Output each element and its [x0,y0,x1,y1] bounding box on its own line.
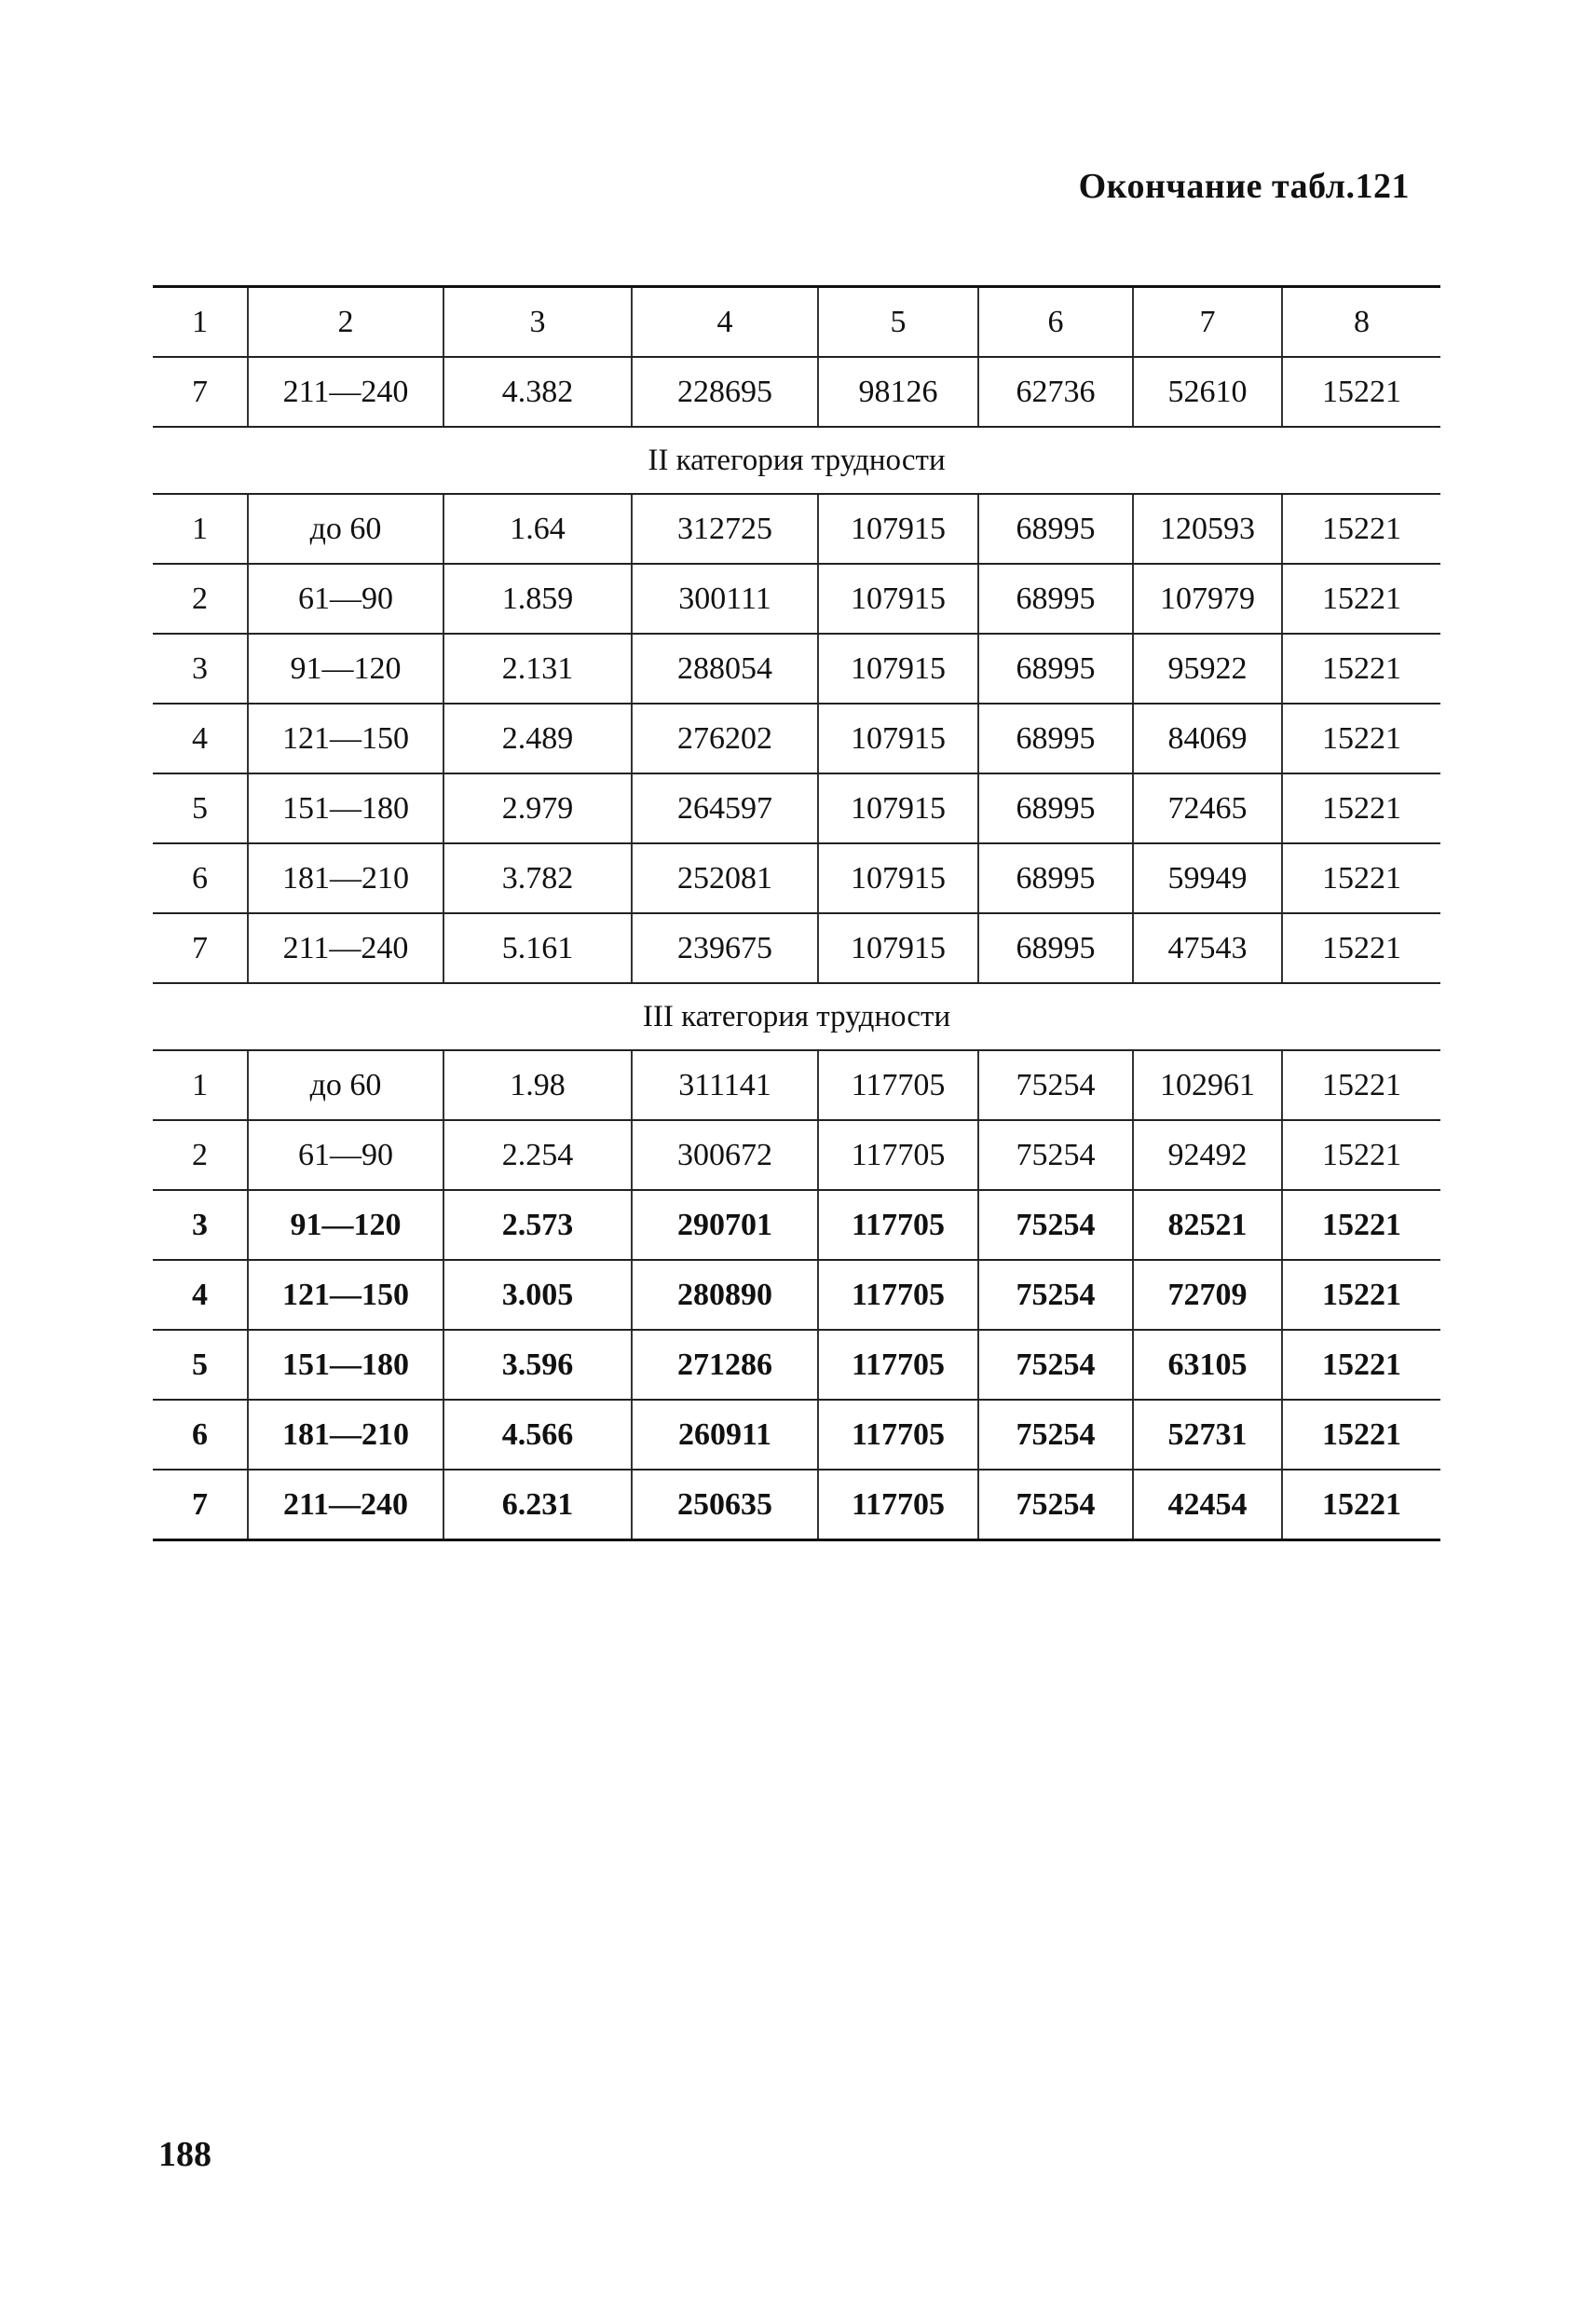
table-row [153,1260,1440,1330]
table-cell: 72709 [1133,1260,1282,1330]
table-cell: 3 [153,1190,248,1260]
table-cell: 82521 [1133,1190,1282,1260]
column-number-cell: 4 [632,287,818,358]
table-cell: 75254 [978,1400,1133,1470]
table-cell: 107915 [818,634,978,704]
table-cell: 68995 [978,494,1133,564]
table-cell: 1.98 [443,1050,632,1120]
table-cell: 264597 [632,773,818,843]
table-cell: 211—240 [248,1470,443,1540]
table-cell: 4 [153,704,248,773]
table-row [153,1330,1440,1400]
table-cell: до 60 [248,494,443,564]
table-row [153,1120,1440,1190]
table-cell: 52610 [1133,357,1282,427]
table-cell: 107915 [818,843,978,913]
table-cell: 211—240 [248,913,443,983]
table-cell: 280890 [632,1260,818,1330]
table-cell: 151—180 [248,773,443,843]
table-cell: 107979 [1133,564,1282,634]
table-cell: 117705 [818,1050,978,1120]
table-cell: 7 [153,913,248,983]
table-cell: 68995 [978,913,1133,983]
column-number-cell: 1 [153,287,248,358]
table-cell: 15221 [1282,564,1440,634]
table-cell: 4.566 [443,1400,632,1470]
table-cell: 61—90 [248,1120,443,1190]
table-row [153,357,1440,427]
table-row [153,773,1440,843]
section-title-row [153,427,1440,494]
table-cell: 2 [153,1120,248,1190]
table-cell: 107915 [818,913,978,983]
table-cell: 252081 [632,843,818,913]
table-cell: 5 [153,1330,248,1400]
table-cell: 1 [153,494,248,564]
table-cell: 2 [153,564,248,634]
table-cell: 61—90 [248,564,443,634]
table-row [153,564,1440,634]
table-cell: 300111 [632,564,818,634]
table-row [153,1470,1440,1540]
table-cell: 15221 [1282,1050,1440,1120]
column-number-cell: 5 [818,287,978,358]
section-2-block [153,427,1440,983]
table-cell: 72465 [1133,773,1282,843]
table-cell: 1 [153,1050,248,1120]
table-cell: 4 [153,1260,248,1330]
table-cell: 6.231 [443,1470,632,1540]
table-cell: 121—150 [248,1260,443,1330]
table-cell: 15221 [1282,357,1440,427]
table-cell: 121—150 [248,704,443,773]
table-cell: 3 [153,634,248,704]
header-row [153,287,1440,358]
table-cell: 5.161 [443,913,632,983]
table-cell: 211—240 [248,357,443,427]
data-table [153,285,1440,1541]
section-3-block [153,983,1440,1540]
table-cell: 250635 [632,1470,818,1540]
column-number-cell: 3 [443,287,632,358]
table-cell: 6 [153,843,248,913]
table-cell: 1.859 [443,564,632,634]
table-cell: 312725 [632,494,818,564]
table-cell: 290701 [632,1190,818,1260]
table-cell: 91—120 [248,634,443,704]
table-cell: 5 [153,773,248,843]
table-cell: 42454 [1133,1470,1282,1540]
section-title-row [153,983,1440,1050]
table-row [153,843,1440,913]
table-cell: 15221 [1282,1120,1440,1190]
table-cell: 260911 [632,1400,818,1470]
section-title: II категория трудности [153,427,1440,494]
table-cell: 117705 [818,1470,978,1540]
table-cell: 68995 [978,704,1133,773]
table-cell: 15221 [1282,1400,1440,1470]
table-cell: 117705 [818,1400,978,1470]
table-cell: 75254 [978,1050,1133,1120]
table-cell: 98126 [818,357,978,427]
table-cell: 3.596 [443,1330,632,1400]
table-cell: 102961 [1133,1050,1282,1120]
table-cell: 276202 [632,704,818,773]
table-cell: 15221 [1282,1190,1440,1260]
table-row [153,913,1440,983]
table-cell: 2.573 [443,1190,632,1260]
table-cell: 288054 [632,634,818,704]
table-cell: 15221 [1282,913,1440,983]
table-cell: 151—180 [248,1330,443,1400]
table-cell: 2.254 [443,1120,632,1190]
table-cell: 15221 [1282,1470,1440,1540]
table-cell: 68995 [978,564,1133,634]
column-number-cell: 8 [1282,287,1440,358]
table-cell: 107915 [818,564,978,634]
table-head-block [153,287,1440,428]
table-cell: 3.782 [443,843,632,913]
table-cell: 2.979 [443,773,632,843]
table-cell: 68995 [978,634,1133,704]
table-cell: 15221 [1282,704,1440,773]
table-cell: 4.382 [443,357,632,427]
table-cell: 117705 [818,1260,978,1330]
table-cell: 68995 [978,773,1133,843]
table-cell: 15221 [1282,494,1440,564]
table-cell: 15221 [1282,843,1440,913]
table-cell: 68995 [978,843,1133,913]
table-cell: 84069 [1133,704,1282,773]
table-caption: Окончание табл.121 [1078,167,1410,206]
column-number-cell: 2 [248,287,443,358]
table-cell: 228695 [632,357,818,427]
table-cell: 75254 [978,1120,1133,1190]
table-cell: 59949 [1133,843,1282,913]
table-cell: 15221 [1282,1260,1440,1330]
table-cell: 181—210 [248,843,443,913]
table-cell: 63105 [1133,1330,1282,1400]
table-row [153,494,1440,564]
table-cell: 7 [153,1470,248,1540]
table-row [153,1400,1440,1470]
table-cell: 181—210 [248,1400,443,1470]
table-row [153,704,1440,773]
table-cell: 120593 [1133,494,1282,564]
table-cell: 117705 [818,1190,978,1260]
table-cell: 75254 [978,1330,1133,1400]
table-cell: 107915 [818,704,978,773]
table-cell: 47543 [1133,913,1282,983]
table-cell: 7 [153,357,248,427]
table-cell: 117705 [818,1120,978,1190]
table-row [153,1050,1440,1120]
table-cell: 107915 [818,773,978,843]
page-number: 188 [158,2135,211,2174]
table-cell: 6 [153,1400,248,1470]
table-cell: 311141 [632,1050,818,1120]
table-row [153,634,1440,704]
table-cell: до 60 [248,1050,443,1120]
table-cell: 1.64 [443,494,632,564]
table-cell: 75254 [978,1470,1133,1540]
table-cell: 117705 [818,1330,978,1400]
table-cell: 92492 [1133,1120,1282,1190]
table-cell: 52731 [1133,1400,1282,1470]
table-cell: 91—120 [248,1190,443,1260]
table-cell: 15221 [1282,773,1440,843]
table-cell: 107915 [818,494,978,564]
table-row [153,1190,1440,1260]
table-cell: 2.131 [443,634,632,704]
section-title: III категория трудности [153,983,1440,1050]
table-cell: 75254 [978,1260,1133,1330]
column-number-cell: 7 [1133,287,1282,358]
column-number-cell: 6 [978,287,1133,358]
table-cell: 95922 [1133,634,1282,704]
table-cell: 239675 [632,913,818,983]
table-cell: 271286 [632,1330,818,1400]
table-cell: 300672 [632,1120,818,1190]
table-cell: 15221 [1282,1330,1440,1400]
table-cell: 3.005 [443,1260,632,1330]
table-cell: 15221 [1282,634,1440,704]
table-cell: 75254 [978,1190,1133,1260]
table-cell: 2.489 [443,704,632,773]
table-cell: 62736 [978,357,1133,427]
